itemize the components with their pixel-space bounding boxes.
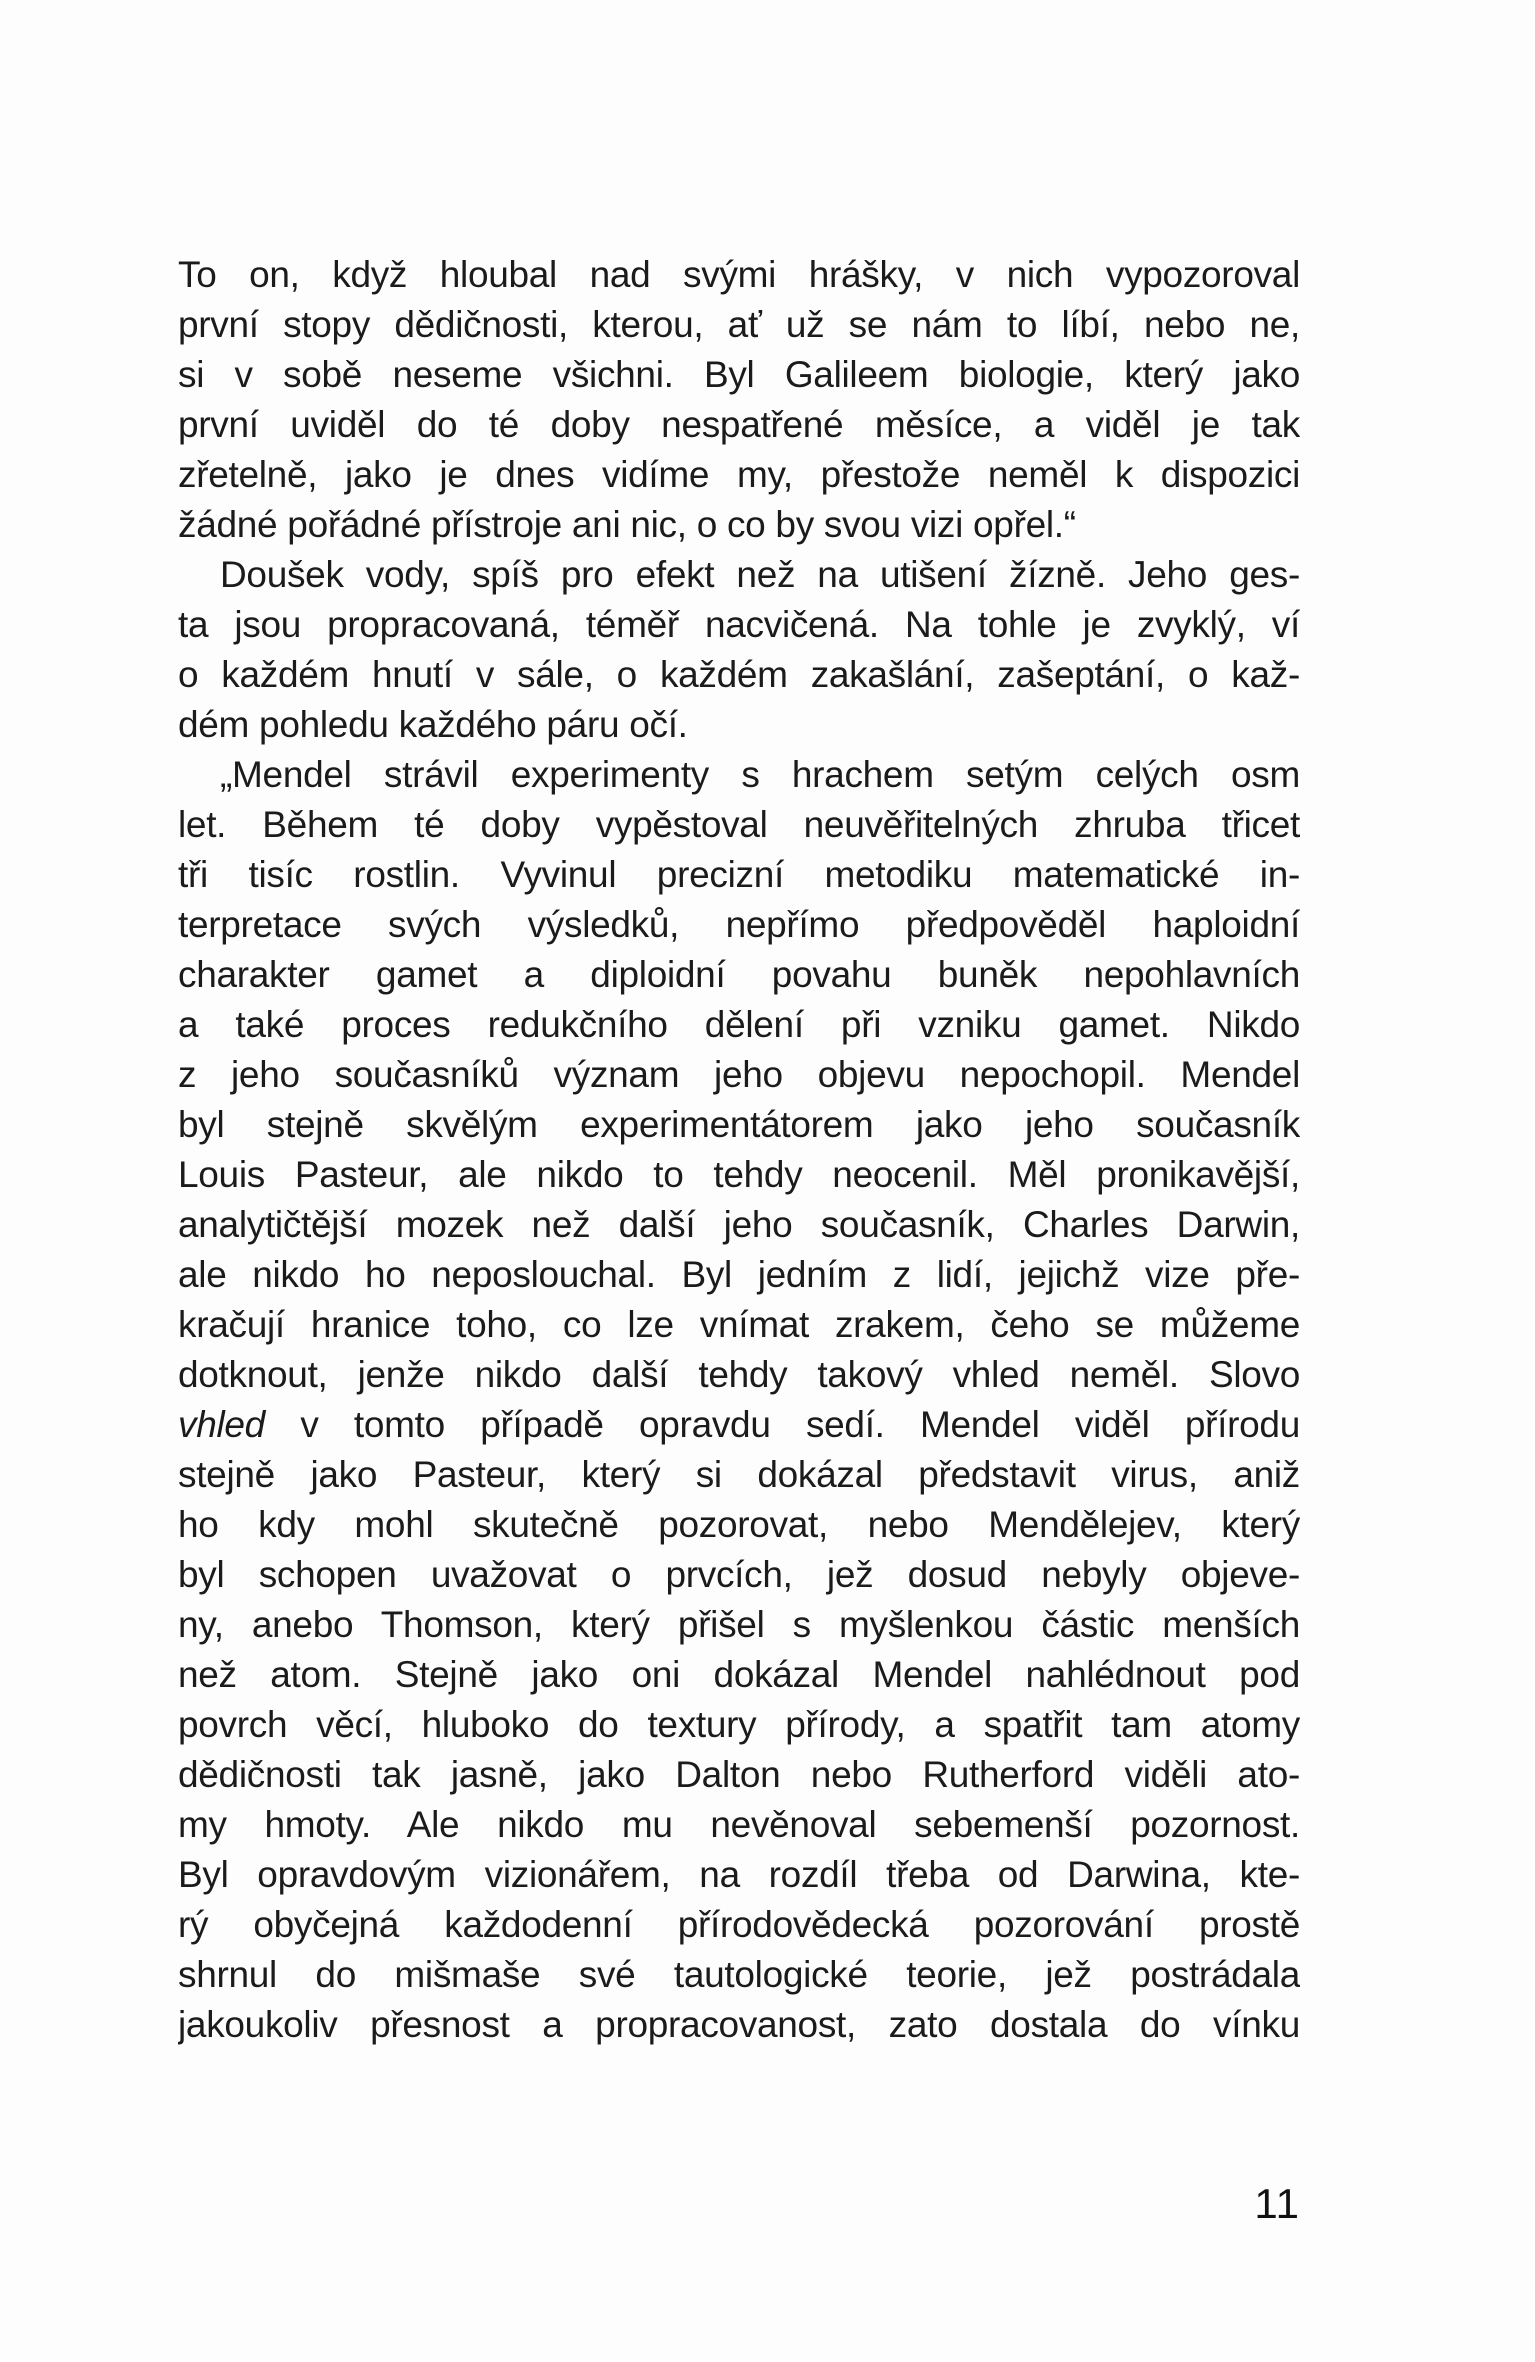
text-segment: si v sobě neseme všichni. Byl Galileem biologie, který jako [178,354,1300,395]
text-segment: Louis Pasteur, ale nikdo to tehdy neocenil. Měl pronikavější, [178,1154,1300,1195]
text-line [178,1250,1300,1300]
text-segment: Doušek vody, spíš pro efekt než na utišení žízně. Jeho ges- [220,554,1300,595]
text-line [178,500,1300,550]
text-segment: my hmoty. Ale nikdo mu nevěnoval sebemenší pozornost. [178,1804,1300,1845]
page-number: 11 [1254,2180,1300,2227]
text-line [178,2000,1300,2050]
text-segment: let. Během té doby vypěstoval neuvěřitelných zhruba třicet [178,804,1300,845]
text-line [178,1450,1300,1500]
text-line [178,1950,1300,2000]
text-line [178,1800,1300,1850]
text-line [178,400,1300,450]
text-line [178,700,1300,750]
text-segment: Byl opravdovým vizionářem, na rozdíl třeba od Darwina, kte- [178,1854,1300,1895]
text-line [178,1300,1300,1350]
text-line [178,1350,1300,1400]
text-segment: byl schopen uvažovat o prvcích, jež dosud nebyly objeve- [178,1554,1300,1595]
text-segment: charakter gamet a diploidní povahu buněk nepohlavních [178,954,1300,995]
text-segment: byl stejně skvělým experimentátorem jako jeho současník [178,1104,1300,1145]
text-line [178,900,1300,950]
text-segment: „Mendel strávil experimenty s hrachem setým celých osm [220,754,1300,795]
text-segment: shrnul do mišmaše své tautologické teorie, jež postrádala [178,1954,1300,1995]
text-line [178,1050,1300,1100]
text-segment: ta jsou propracovaná, téměř nacvičená. Na tohle je zvyklý, ví [178,604,1300,645]
text-segment: rý obyčejná každodenní přírodovědecká pozorování prostě [178,1904,1300,1945]
text-line [178,1550,1300,1600]
text-segment: dém pohledu každého páru očí. [178,704,688,745]
text-line [178,1000,1300,1050]
text-segment: tři tisíc rostlin. Vyvinul precizní metodiku matematické in- [178,854,1300,895]
text-line [178,300,1300,350]
text-line [178,750,1300,800]
text-line [178,1750,1300,1800]
text-segment: dotknout, jenže nikdo další tehdy takový vhled neměl. Slovo [178,1354,1300,1395]
text-line [178,1100,1300,1150]
text-segment: první uviděl do té doby nespatřené měsíce, a viděl je tak [178,404,1300,445]
text-segment: To on, když hloubal nad svými hrášky, v nich vypozoroval [178,254,1300,295]
text-line [178,1900,1300,1950]
text-line [178,650,1300,700]
text-segment: stejně jako Pasteur, který si dokázal představit virus, aniž [178,1454,1300,1495]
text-segment: první stopy dědičnosti, kterou, ať už se nám to líbí, nebo ne, [178,304,1300,345]
text-segment: než atom. Stejně jako oni dokázal Mendel nahlédnout pod [178,1654,1300,1695]
text-line [178,1200,1300,1250]
text-segment: z jeho současníků význam jeho objevu nepochopil. Mendel [178,1054,1300,1095]
text-segment: analytičtější mozek než další jeho současník, Charles Darwin, [178,1204,1300,1245]
text-line [178,1150,1300,1200]
text-segment: ho kdy mohl skutečně pozorovat, nebo Mendělejev, který [178,1504,1300,1545]
text-line [178,800,1300,850]
text-line [178,850,1300,900]
text-line [178,1850,1300,1900]
text-line [178,600,1300,650]
text-line [178,350,1300,400]
text-segment: kračují hranice toho, co lze vnímat zrakem, čeho se můžeme [178,1304,1300,1345]
text-segment: jakoukoliv přesnost a propracovanost, zato dostala do vínku [178,2004,1300,2045]
text-line [178,1650,1300,1700]
text-segment: v tomto případě opravdu sedí. Mendel viděl přírodu [264,1404,1300,1445]
text-block [178,250,1300,2050]
text-segment: zřetelně, jako je dnes vidíme my, přestože neměl k dispozici [178,454,1300,495]
text-segment: terpretace svých výsledků, nepřímo předpověděl haploidní [178,904,1300,945]
text-segment: ale nikdo ho neposlouchal. Byl jedním z lidí, jejichž vize pře- [178,1254,1300,1295]
text-segment: povrch věcí, hluboko do textury přírody, a spatřit tam atomy [178,1704,1300,1745]
text-line [178,1500,1300,1550]
text-line [178,450,1300,500]
text-segment: o každém hnutí v sále, o každém zakašlání, zašeptání, o kaž- [178,654,1300,695]
text-line [178,1700,1300,1750]
text-line [178,950,1300,1000]
text-segment: a také proces redukčního dělení při vzniku gamet. Nikdo [178,1004,1300,1045]
text-line [178,1600,1300,1650]
text-line [178,550,1300,600]
text-segment: ny, anebo Thomson, který přišel s myšlenkou částic menších [178,1604,1300,1645]
text-line [178,1400,1300,1450]
text-segment: žádné pořádné přístroje ani nic, o co by svou vizi opřel.“ [178,504,1076,545]
italic-word: vhled [178,1404,265,1445]
text-line [178,250,1300,300]
text-segment: dědičnosti tak jasně, jako Dalton nebo Rutherford viděli ato- [178,1754,1300,1795]
